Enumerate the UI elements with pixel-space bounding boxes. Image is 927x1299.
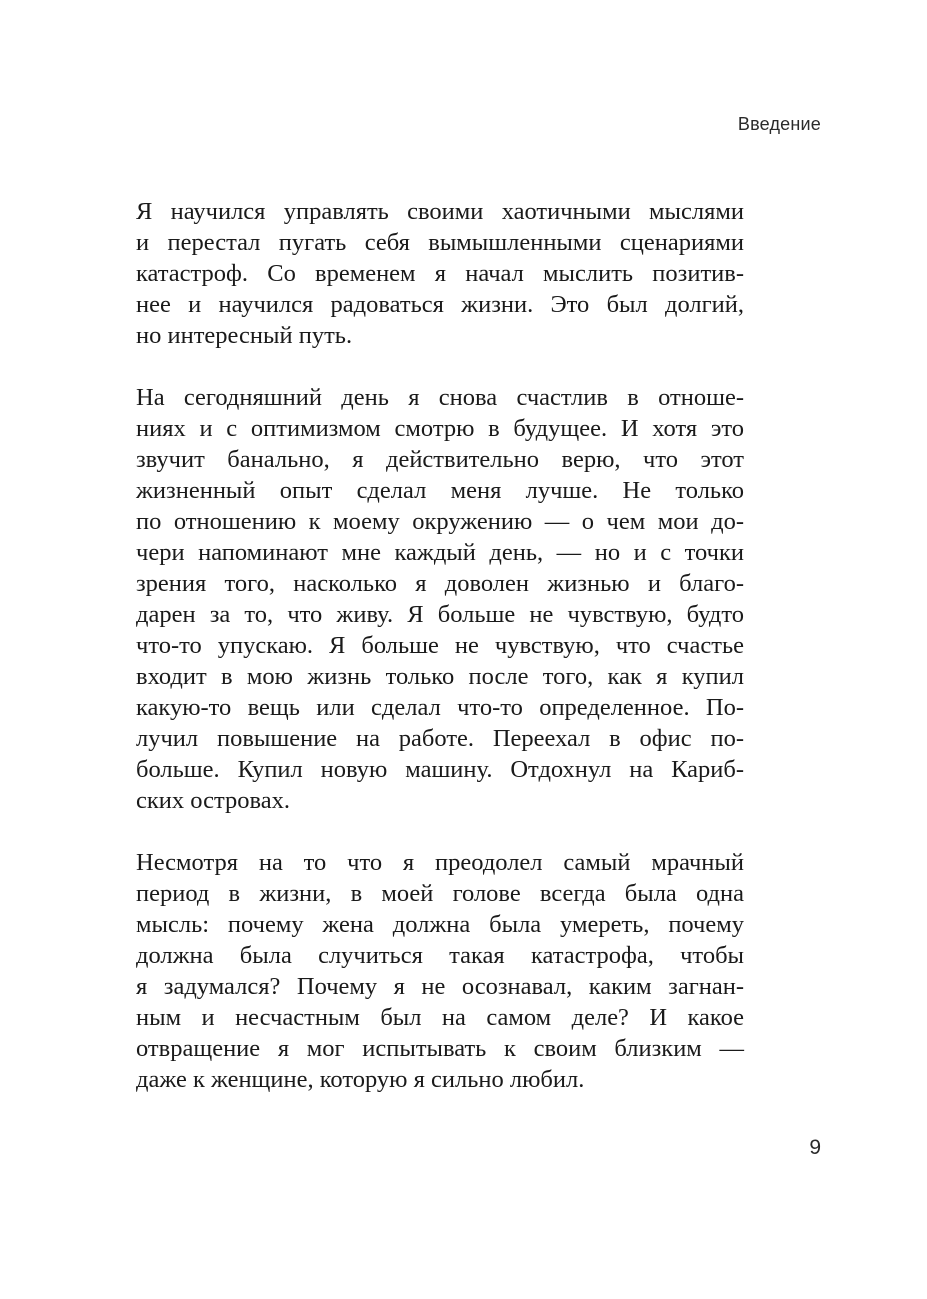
- text-line: но интересный путь.: [136, 322, 353, 349]
- text-line: даже к женщине, которую я сильно любил.: [136, 1066, 585, 1093]
- text-line: я задумался? Почему я не осознавал, каким загнан-: [136, 973, 744, 1000]
- text-line: звучит банально, я действительно верю, что этот: [136, 446, 744, 473]
- text-line: входит в мою жизнь только после того, как я купил: [136, 663, 744, 690]
- text-line: по отношению к моему окружению — о чем мои до-: [136, 508, 744, 535]
- text-line: должна была случиться такая катастрофа, чтобы: [136, 942, 744, 969]
- text-line: период в жизни, в моей голове всегда была одна: [136, 880, 744, 907]
- text-line: катастроф. Со временем я начал мыслить позитив-: [136, 260, 744, 287]
- text-line: дарен за то, что живу. Я больше не чувствую, будто: [136, 601, 744, 628]
- text-line: лучил повышение на работе. Переехал в офис по-: [136, 725, 744, 752]
- running-header: Введение: [737, 114, 821, 134]
- text-line: больше. Купил новую машину. Отдохнул на Кариб-: [136, 756, 744, 783]
- text-line: отвращение я мог испытывать к своим близким —: [136, 1035, 744, 1062]
- body-text: [136, 196, 744, 1126]
- text-line: ным и несчастным был на самом деле? И какое: [136, 1004, 744, 1031]
- text-line: ских островах.: [136, 787, 290, 814]
- paragraph-3: [136, 847, 744, 1095]
- text-line: На сегодняшний день я снова счастлив в отноше-: [136, 384, 744, 411]
- paragraph-1: [136, 196, 744, 351]
- text-line: нее и научился радоваться жизни. Это был долгий,: [136, 291, 744, 318]
- page-number: 9: [809, 1136, 821, 1159]
- text-line: и перестал пугать себя вымышленными сценариями: [136, 229, 744, 256]
- text-line: какую-то вещь или сделал что-то определенное. По-: [136, 694, 744, 721]
- text-line: жизненный опыт сделал меня лучше. Не только: [136, 477, 744, 504]
- text-line: мысль: почему жена должна была умереть, почему: [136, 911, 744, 938]
- text-line: что-то упускаю. Я больше не чувствую, что счастье: [136, 632, 744, 659]
- text-line: зрения того, насколько я доволен жизнью и благо-: [136, 570, 744, 597]
- text-line: ниях и с оптимизмом смотрю в будущее. И хотя это: [136, 415, 744, 442]
- paragraph-2: [136, 382, 744, 816]
- text-line: чери напоминают мне каждый день, — но и с точки: [136, 539, 744, 566]
- text-line: Я научился управлять своими хаотичными мыслями: [136, 198, 744, 225]
- text-line: Несмотря на то что я преодолел самый мрачный: [136, 849, 744, 876]
